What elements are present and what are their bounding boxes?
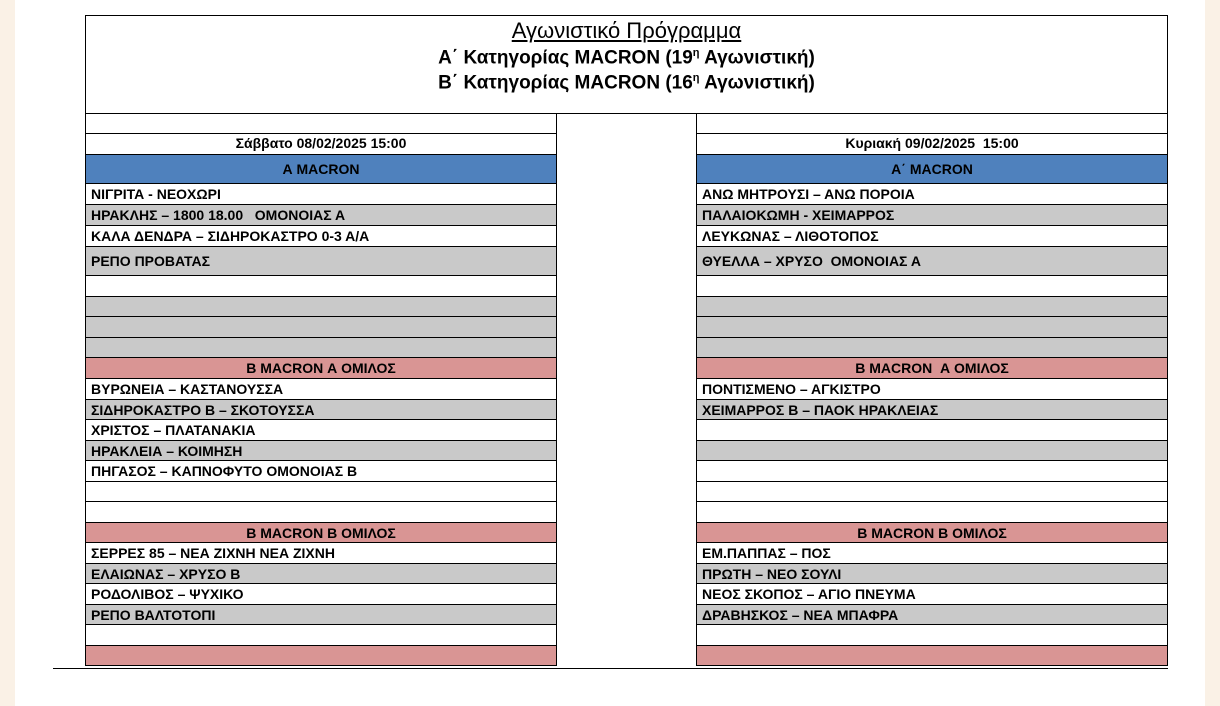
- empty-row: [697, 482, 1167, 502]
- saturday-date-row: Σάββατο 08/02/2025 15:00: [86, 134, 556, 155]
- bottom-rule: [53, 668, 1168, 669]
- empty-row: [86, 625, 556, 646]
- match-row: ΣΙΔΗΡΟΚΑΣΤΡΟ Β – ΣΚΟΤΟΥΣΣΑ: [86, 400, 556, 420]
- empty-row: [86, 502, 556, 523]
- match-row: ΡΟΔΟΛΙΒΟΣ – ΨΥΧΙΚΟ: [86, 584, 556, 605]
- empty-row: [697, 502, 1167, 523]
- match-row: ΚΑΛΑ ΔΕΝΔΡΑ – ΣΙΔΗΡΟΚΑΣΤΡΟ 0-3 Α/Α: [86, 226, 556, 247]
- sunday-schedule-column: [696, 114, 1168, 666]
- match-row: ΧΕΙΜΑΡΡΟΣ Β – ΠΑΟΚ ΗΡΑΚΛΕΙΑΣ: [697, 400, 1167, 420]
- category-b-subtitle: Β΄ Κατηγορίας MACRON ($16^\eta$ Αγωνιστική): [438, 72, 815, 94]
- match-row: ΠΟΝΤΙΣΜΕΝΟ – ΑΓΚΙΣΤΡΟ: [697, 379, 1167, 400]
- match-row: ΔΡΑΒΗΣΚΟΣ – ΝΕΑ ΜΠΑΦΡΑ: [697, 605, 1167, 625]
- match-row: ΣΕΡΡΕΣ 85 – ΝΕΑ ΖΙΧΝΗ ΝΕΑ ΖΙΧΝΗ: [86, 543, 556, 564]
- category-a-subtitle: Α΄ Κατηγορίας MACRON ($19^\eta$ Αγωνιστική): [438, 47, 815, 69]
- spacer-row: [86, 114, 556, 134]
- empty-row: [697, 461, 1167, 482]
- match-row: ΠΡΩΤΗ – ΝΕΟ ΣΟΥΛΙ: [697, 564, 1167, 584]
- empty-row: [697, 338, 1167, 358]
- match-row: ΠΗΓΑΣΟΣ – ΚΑΠΝΟΦΥΤΟ ΟΜΟΝΟΙΑΣ Β: [86, 461, 556, 482]
- match-row: ΘΥΕΛΛΑ – ΧΡΥΣΟ ΟΜΟΝΟΙΑΣ Α: [697, 247, 1167, 276]
- empty-row: [86, 646, 556, 666]
- a-macron-header: Α MACRON: [86, 155, 556, 184]
- saturday-schedule-column: [85, 114, 557, 666]
- empty-row: [697, 646, 1167, 666]
- match-row: ΕΜ.ΠΑΠΠΑΣ – ΠΟΣ: [697, 543, 1167, 564]
- empty-row: [86, 338, 556, 358]
- b-macron-group-a-header: Β MACRON Α ΟΜΙΛΟΣ: [697, 358, 1167, 379]
- match-row: ΡΕΠΟ ΒΑΛΤΟΤΟΠΙ: [86, 605, 556, 625]
- empty-row: [697, 317, 1167, 338]
- empty-row: [86, 276, 556, 297]
- schedule-header: [85, 15, 1168, 114]
- match-row: ΝΕΟΣ ΣΚΟΠΟΣ – ΑΓΙΟ ΠΝΕΥΜΑ: [697, 584, 1167, 605]
- a-macron-header: Α΄ MACRON: [697, 155, 1167, 184]
- match-row: ΗΡΑΚΛΕΙΑ – ΚΟΙΜΗΣΗ: [86, 441, 556, 461]
- match-row: ΗΡΑΚΛΗΣ – 1800 18.00 ΟΜΟΝΟΙΑΣ Α: [86, 205, 556, 226]
- empty-row: [86, 482, 556, 502]
- match-row: ΠΑΛΑΙΟΚΩΜΗ - ΧΕΙΜΑΡΡΟΣ: [697, 205, 1167, 226]
- match-row: ΡΕΠΟ ΠΡΟΒΑΤΑΣ: [86, 247, 556, 276]
- match-row: ΑΝΩ ΜΗΤΡΟΥΣΙ – ΑΝΩ ΠΟΡΟΙΑ: [697, 184, 1167, 205]
- empty-row: [697, 420, 1167, 441]
- match-row: ΒΥΡΩΝΕΙΑ – ΚΑΣΤΑΝΟΥΣΣΑ: [86, 379, 556, 400]
- empty-row: [697, 276, 1167, 297]
- b-macron-group-b-header: Β MACRON Β ΟΜΙΛΟΣ: [697, 523, 1167, 543]
- empty-row: [86, 317, 556, 338]
- sunday-date-row: Κυριακή 09/02/2025 15:00: [697, 134, 1167, 155]
- b-macron-group-b-header: Β MACRON Β ΟΜΙΛΟΣ: [86, 523, 556, 543]
- match-row: ΛΕΥΚΩΝΑΣ – ΛΙΘΟΤΟΠΟΣ: [697, 226, 1167, 247]
- empty-row: [86, 297, 556, 317]
- page-title: Αγωνιστικό Πρόγραμμα: [511, 18, 742, 43]
- match-row: ΕΛΑΙΩΝΑΣ – ΧΡΥΣΟ Β: [86, 564, 556, 584]
- empty-row: [697, 441, 1167, 461]
- empty-row: [697, 625, 1167, 646]
- match-row: ΝΙΓΡΙΤΑ - ΝΕΟΧΩΡΙ: [86, 184, 556, 205]
- empty-row: [697, 297, 1167, 317]
- b-macron-group-a-header: Β MACRON Α ΟΜΙΛΟΣ: [86, 358, 556, 379]
- spacer-row: [697, 114, 1167, 134]
- match-row: ΧΡΙΣΤΟΣ – ΠΛΑΤΑΝΑΚΙΑ: [86, 420, 556, 441]
